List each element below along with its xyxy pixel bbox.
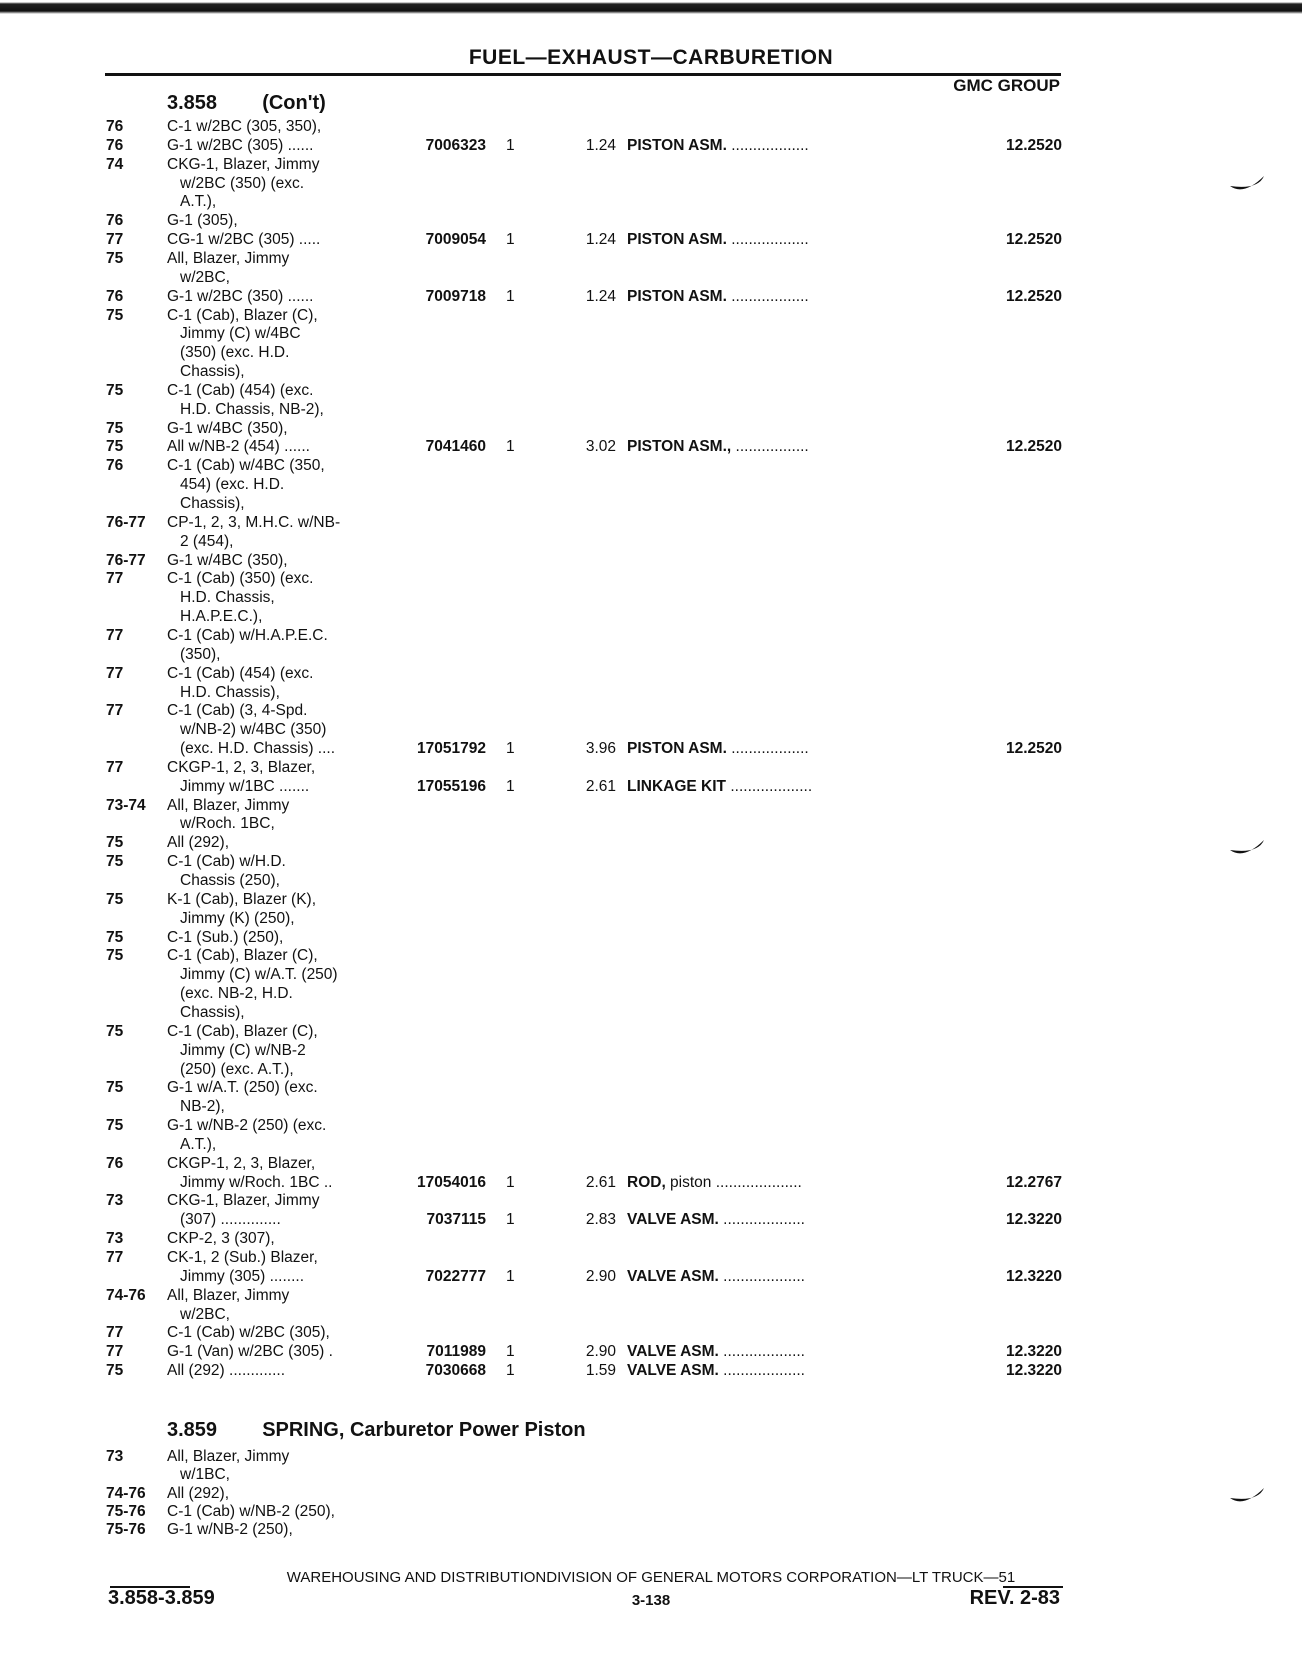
application-description: (exc. NB-2, H.D. bbox=[180, 985, 293, 1003]
model-year: 75-76 bbox=[106, 1502, 146, 1520]
application-description: CP-1, 2, 3, M.H.C. w/NB- bbox=[167, 513, 341, 531]
model-year: 76 bbox=[106, 118, 124, 135]
application-description: C-1 (Cab) (3, 4-Spd. bbox=[167, 702, 308, 720]
application-description: C-1 (Cab) w/H.D. bbox=[167, 853, 286, 871]
part-name bbox=[627, 136, 809, 155]
model-year: 74 bbox=[106, 155, 124, 173]
part-number: 7009054 bbox=[425, 231, 486, 249]
model-year: 77 bbox=[106, 664, 124, 682]
application-description: w/2BC, bbox=[180, 268, 230, 286]
model-year: 75 bbox=[106, 1079, 124, 1097]
application-description: CK-1, 2 (Sub.) Blazer, bbox=[167, 1249, 318, 1266]
part-name bbox=[627, 739, 809, 758]
application-description: C-1 (Cab) w/4BC (350, bbox=[167, 457, 325, 475]
application-description: Jimmy (C) w/A.T. (250) bbox=[180, 966, 338, 984]
part-number: 7037115 bbox=[426, 1211, 486, 1229]
price: 3.02 bbox=[585, 438, 616, 456]
group-number: 12.2520 bbox=[1005, 231, 1062, 249]
application-description: G-1 w/NB-2 (250), bbox=[167, 1521, 293, 1539]
application-description: CKP-2, 3 (307), bbox=[167, 1230, 275, 1248]
model-year: 75 bbox=[106, 1117, 124, 1135]
model-year: 75 bbox=[106, 853, 124, 871]
model-year: 77 bbox=[106, 1324, 124, 1342]
application-description: C-1 (Cab) (454) (exc. bbox=[167, 664, 314, 682]
page-title: FUEL—EXHAUST—CARBURETION bbox=[468, 46, 834, 69]
group-number: 12.3220 bbox=[1005, 1211, 1062, 1229]
price: 1.24 bbox=[585, 231, 616, 249]
model-year: 77 bbox=[106, 1343, 124, 1361]
application-description: Chassis), bbox=[180, 363, 245, 381]
model-year: 73 bbox=[106, 1448, 124, 1465]
model-year: 75 bbox=[106, 438, 124, 456]
part-name-leader: .................. bbox=[726, 740, 809, 758]
part-name-leader: .................. bbox=[726, 231, 809, 249]
model-year: 75 bbox=[106, 890, 124, 908]
model-year: 75 bbox=[106, 419, 124, 437]
part-name-leader: piston .................... bbox=[665, 1173, 802, 1191]
application-description: CKG-1, Blazer, Jimmy bbox=[167, 155, 320, 173]
price: 2.90 bbox=[585, 1343, 616, 1361]
part-name-leader: ................... bbox=[718, 1343, 805, 1361]
group-number: 12.2767 bbox=[1005, 1173, 1062, 1191]
part-name-main: PISTON ASM. bbox=[627, 740, 727, 758]
application-description: C-1 (Cab) w/2BC (305), bbox=[167, 1324, 330, 1342]
group-number: 12.3220 bbox=[1005, 1343, 1062, 1361]
price: 2.83 bbox=[585, 1211, 616, 1229]
model-year: 77 bbox=[106, 570, 124, 588]
part-number: 7030668 bbox=[425, 1362, 486, 1380]
part-name-main: PISTON ASM., bbox=[627, 438, 732, 456]
section-number: 3.859 bbox=[167, 1419, 218, 1441]
application-description: Jimmy (305) ........ bbox=[180, 1267, 305, 1285]
part-name bbox=[627, 1210, 805, 1229]
model-year: 77 bbox=[106, 702, 124, 720]
part-name-main: VALVE ASM. bbox=[627, 1211, 719, 1229]
part-name-main: VALVE ASM. bbox=[627, 1343, 719, 1361]
part-number: 7009718 bbox=[425, 287, 486, 305]
part-name bbox=[627, 437, 809, 456]
part-name-leader: ................... bbox=[718, 1211, 805, 1229]
group-number: 12.2520 bbox=[1005, 287, 1062, 305]
model-year: 76-77 bbox=[106, 513, 146, 531]
quantity: 1 bbox=[506, 1362, 515, 1380]
application-description: C-1 (Cab) (350) (exc. bbox=[167, 570, 314, 588]
footer-section-range: 3.858-3.859 bbox=[108, 1587, 215, 1609]
application-description: C-1 (Cab), Blazer (C), bbox=[167, 947, 318, 965]
application-description: w/2BC, bbox=[180, 1305, 230, 1323]
model-year: 76 bbox=[106, 1154, 124, 1172]
model-year: 73 bbox=[106, 1230, 124, 1248]
application-description: All w/NB-2 (454) ...... bbox=[167, 438, 310, 456]
group-number: 12.2520 bbox=[1005, 136, 1062, 154]
part-name-leader: ................... bbox=[718, 1267, 805, 1285]
application-description: H.D. Chassis, NB-2), bbox=[180, 400, 324, 418]
application-description: H.A.P.E.C.), bbox=[180, 608, 263, 626]
part-number: 17051792 bbox=[417, 740, 486, 758]
application-description: G-1 (Van) w/2BC (305) . bbox=[167, 1343, 333, 1361]
application-description: Jimmy (K) (250), bbox=[180, 909, 295, 927]
model-year: 75-76 bbox=[106, 1521, 146, 1539]
application-description: (307) .............. bbox=[180, 1211, 281, 1229]
part-number: 17055196 bbox=[417, 777, 486, 795]
application-description: CKGP-1, 2, 3, Blazer, bbox=[167, 758, 316, 776]
application-description: All, Blazer, Jimmy bbox=[167, 1286, 290, 1304]
application-description: G-1 w/2BC (305) ...... bbox=[167, 136, 314, 154]
section-number: 3.858 bbox=[167, 92, 218, 114]
application-description: CG-1 w/2BC (305) ..... bbox=[167, 231, 321, 249]
binder-tab-mark bbox=[1228, 836, 1268, 860]
application-description: C-1 (Cab) w/H.A.P.E.C. bbox=[167, 626, 328, 644]
part-name-leader: .................. bbox=[726, 136, 809, 154]
quantity: 1 bbox=[506, 1267, 515, 1285]
application-description: (350) (exc. H.D. bbox=[180, 344, 290, 362]
application-description: G-1 w/2BC (350) ...... bbox=[167, 287, 314, 305]
price: 1.24 bbox=[585, 136, 616, 154]
model-year: 76 bbox=[106, 457, 124, 475]
binder-tab-mark bbox=[1228, 1484, 1268, 1508]
application-description: C-1 w/2BC (305, 350), bbox=[167, 118, 322, 135]
section-title: SPRING, Carburetor Power Piston bbox=[262, 1419, 586, 1441]
section-heading-3-858 bbox=[167, 92, 326, 115]
application-description: Jimmy w/Roch. 1BC .. bbox=[180, 1173, 333, 1191]
application-description: (250) (exc. A.T.), bbox=[180, 1060, 294, 1078]
model-year: 74-76 bbox=[106, 1484, 146, 1502]
application-description: CKGP-1, 2, 3, Blazer, bbox=[167, 1154, 316, 1172]
application-description: Chassis (250), bbox=[180, 872, 280, 889]
group-number: 12.2520 bbox=[1005, 438, 1062, 456]
application-description: w/NB-2) w/4BC (350) bbox=[180, 721, 327, 739]
binder-tab-mark bbox=[1228, 172, 1268, 196]
application-description: G-1 w/4BC (350), bbox=[167, 419, 288, 437]
application-description: w/1BC, bbox=[180, 1466, 230, 1484]
application-description: G-1 w/4BC (350), bbox=[167, 551, 288, 569]
part-number: 7006323 bbox=[425, 136, 486, 154]
quantity: 1 bbox=[506, 231, 515, 249]
part-name bbox=[627, 230, 809, 249]
quantity: 1 bbox=[506, 740, 515, 758]
model-year: 75 bbox=[106, 249, 124, 267]
part-name-leader: ................... bbox=[726, 777, 813, 795]
part-name bbox=[627, 1267, 805, 1286]
price: 2.61 bbox=[585, 1173, 616, 1191]
quantity: 1 bbox=[506, 1211, 515, 1229]
application-description: All (292), bbox=[167, 834, 230, 852]
application-description: All, Blazer, Jimmy bbox=[167, 1448, 290, 1465]
price: 3.96 bbox=[585, 740, 616, 758]
application-description: H.D. Chassis), bbox=[180, 683, 280, 701]
footer-revision: REV. 2-83 bbox=[969, 1587, 1060, 1609]
part-name bbox=[627, 777, 812, 796]
application-description: Chassis), bbox=[180, 495, 245, 512]
price: 1.59 bbox=[585, 1362, 616, 1380]
application-description: 454) (exc. H.D. bbox=[180, 476, 285, 494]
model-year: 74-76 bbox=[106, 1286, 146, 1304]
application-description: 2 (454), bbox=[180, 532, 234, 550]
quantity: 1 bbox=[506, 1343, 515, 1361]
part-name bbox=[627, 287, 809, 306]
part-name-leader: ................. bbox=[731, 438, 809, 456]
price: 1.24 bbox=[585, 287, 616, 305]
footer-text: WAREHOUSING AND DISTRIBUTIONDIVISION OF GENERAL MOTORS CORPORATION—LT TRUCK—51 bbox=[286, 1569, 1016, 1586]
model-year: 75 bbox=[106, 947, 124, 965]
model-year: 77 bbox=[106, 231, 124, 249]
model-year: 75 bbox=[106, 834, 124, 852]
group-column-label: GMC GROUP bbox=[953, 76, 1060, 95]
quantity: 1 bbox=[506, 287, 515, 305]
header-rule bbox=[105, 73, 1061, 76]
application-description: C-1 (Cab) (454) (exc. bbox=[167, 381, 314, 399]
price: 2.90 bbox=[585, 1267, 616, 1285]
model-year: 77 bbox=[106, 758, 124, 776]
part-name-main: PISTON ASM. bbox=[627, 287, 727, 305]
section-heading-3-859 bbox=[167, 1419, 586, 1442]
application-description: All (292), bbox=[167, 1484, 230, 1502]
section-title: (Con't) bbox=[262, 92, 326, 114]
group-number: 12.3220 bbox=[1005, 1362, 1062, 1380]
application-description: H.D. Chassis, bbox=[180, 589, 275, 607]
model-year: 75 bbox=[106, 306, 124, 324]
part-name bbox=[627, 1361, 805, 1380]
part-number: 7041460 bbox=[425, 438, 486, 456]
application-description: All, Blazer, Jimmy bbox=[167, 249, 290, 267]
quantity: 1 bbox=[506, 1173, 515, 1191]
application-description: G-1 w/A.T. (250) (exc. bbox=[167, 1079, 318, 1097]
model-year: 77 bbox=[106, 626, 124, 644]
application-description: C-1 (Cab) w/NB-2 (250), bbox=[167, 1502, 335, 1520]
part-name bbox=[627, 1173, 802, 1192]
application-description: All, Blazer, Jimmy bbox=[167, 796, 290, 814]
model-year: 73-74 bbox=[106, 796, 146, 814]
part-name-main: VALVE ASM. bbox=[627, 1267, 719, 1285]
top-border-bar bbox=[0, 0, 1302, 14]
application-description: A.T.), bbox=[180, 193, 217, 211]
application-description: C-1 (Sub.) (250), bbox=[167, 928, 284, 946]
part-name-main: PISTON ASM. bbox=[627, 136, 727, 154]
application-description: Jimmy (C) w/4BC bbox=[180, 325, 301, 343]
application-description: w/2BC (350) (exc. bbox=[180, 174, 305, 192]
part-name-main: PISTON ASM. bbox=[627, 231, 727, 249]
group-number: 12.2520 bbox=[1005, 740, 1062, 758]
part-number: 17054016 bbox=[417, 1173, 486, 1191]
application-description: CKG-1, Blazer, Jimmy bbox=[167, 1192, 320, 1210]
group-number: 12.3220 bbox=[1005, 1267, 1062, 1285]
model-year: 73 bbox=[106, 1192, 124, 1210]
quantity: 1 bbox=[506, 777, 515, 795]
part-number: 7022777 bbox=[425, 1267, 486, 1285]
model-year: 75 bbox=[106, 928, 124, 946]
model-year: 76 bbox=[106, 212, 124, 230]
application-description: (exc. H.D. Chassis) .... bbox=[180, 740, 336, 758]
model-year: 76-77 bbox=[106, 551, 146, 569]
quantity: 1 bbox=[506, 136, 515, 154]
price: 2.61 bbox=[585, 777, 616, 795]
application-description: C-1 (Cab), Blazer (C), bbox=[167, 306, 318, 324]
application-description: A.T.), bbox=[180, 1135, 217, 1153]
part-name-main: ROD, bbox=[627, 1173, 666, 1191]
application-description: w/Roch. 1BC, bbox=[180, 815, 275, 833]
application-description: Jimmy w/1BC ....... bbox=[180, 777, 310, 795]
part-name-main: LINKAGE KIT bbox=[627, 777, 727, 795]
footer-page-number: 3-138 bbox=[631, 1592, 671, 1609]
part-name-leader: ................... bbox=[718, 1362, 805, 1380]
part-name-leader: .................. bbox=[726, 287, 809, 305]
part-name-main: VALVE ASM. bbox=[627, 1362, 719, 1380]
model-year: 76 bbox=[106, 136, 124, 154]
model-year: 76 bbox=[106, 287, 124, 305]
application-description: All (292) ............. bbox=[167, 1362, 286, 1380]
quantity: 1 bbox=[506, 438, 515, 456]
model-year: 75 bbox=[106, 381, 124, 399]
application-description: K-1 (Cab), Blazer (K), bbox=[167, 890, 317, 908]
application-description: G-1 (305), bbox=[167, 212, 238, 230]
part-number: 7011989 bbox=[426, 1343, 486, 1361]
model-year: 75 bbox=[106, 1022, 124, 1040]
application-description: C-1 (Cab), Blazer (C), bbox=[167, 1022, 318, 1040]
model-year: 75 bbox=[106, 1362, 124, 1380]
part-name bbox=[627, 1342, 805, 1361]
model-year: 77 bbox=[106, 1249, 124, 1266]
application-description: Jimmy (C) w/NB-2 bbox=[180, 1041, 306, 1059]
application-description: (350), bbox=[180, 645, 221, 663]
application-description: G-1 w/NB-2 (250) (exc. bbox=[167, 1117, 327, 1135]
application-description: Chassis), bbox=[180, 1003, 245, 1021]
application-description: NB-2), bbox=[180, 1098, 225, 1116]
